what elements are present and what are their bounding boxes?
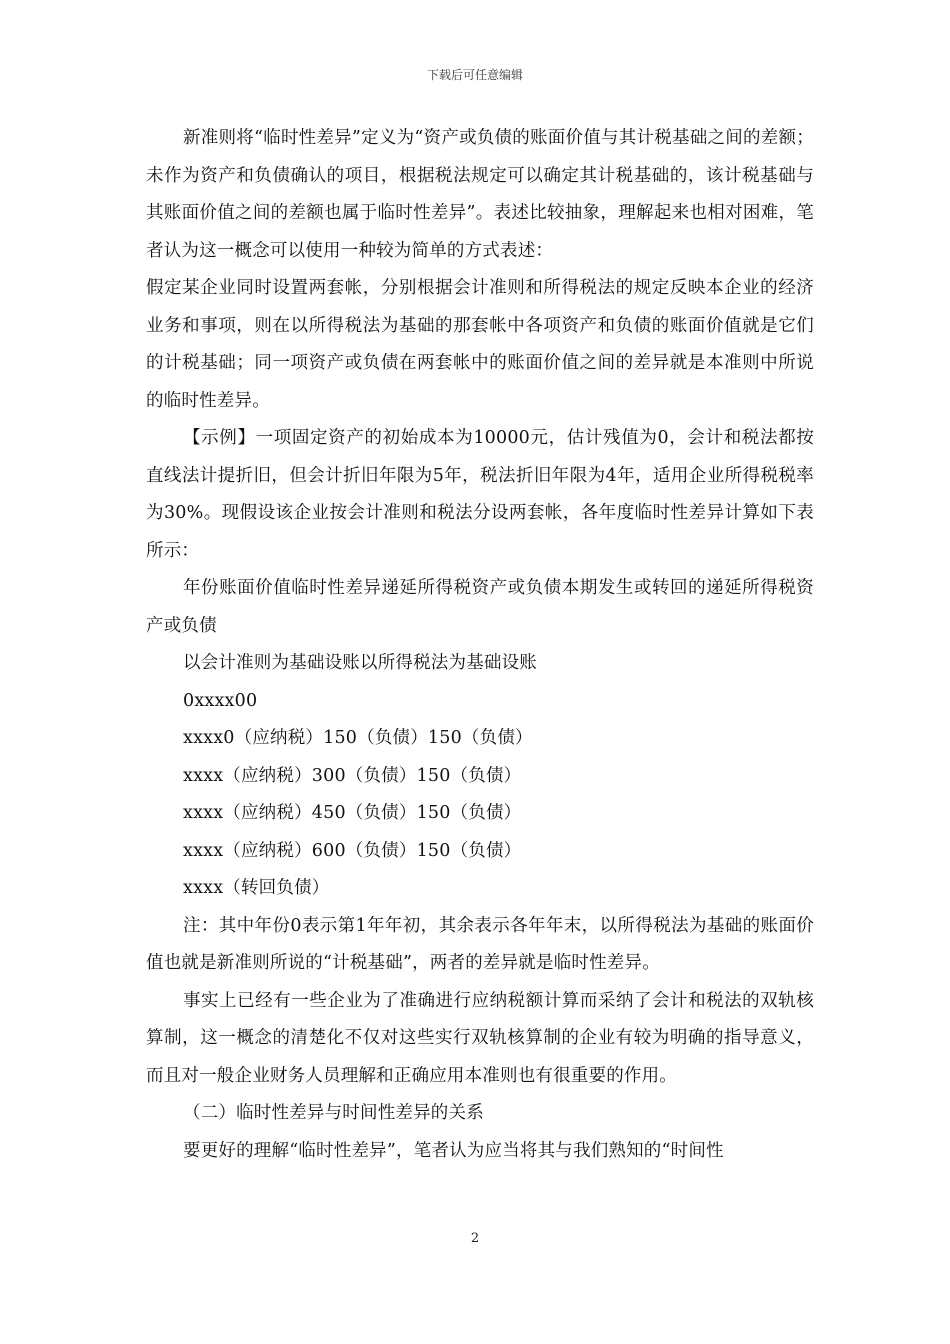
paragraph-note: 注：其中年份0表示第1年年初，其余表示各年年末，以所得税法为基础的账面价值也就是新准则所说的“计税基础”，两者的差异就是临时性差异。 (146, 915, 814, 973)
paragraph-definition: 新准则将“临时性差异”定义为“资产或负债的账面价值与其计税基础之间的差额；未作为资产和负债确认的项目，根据税法规定可以确定其计税基础的，该计税基础与其账面价值之间的差额也属于临时性差异”。表述比较抽象，理解起来也相对困难，笔者认为这一概念可以使用一种较为简单的方式表述： (146, 128, 814, 261)
table-row: xxxx（应纳税）300（负债）150（负债） (183, 765, 522, 786)
table-row: xxxx（应纳税）600（负债）150（负债） (183, 840, 522, 861)
section-heading: （二）临时性差异与时间性差异的关系 (183, 1103, 484, 1123)
table-header-line: 年份账面价值临时性差异递延所得税资产或负债本期发生或转回的递延所得税资产或负债 (146, 578, 814, 636)
document-body (146, 120, 814, 1170)
paragraph-example: 【示例】一项固定资产的初始成本为10000元，估计残值为0，会计和税法都按直线法计提折旧，但会计折旧年限为5年，税法折旧年限为4年，适用企业所得税税率为30%。现假设该企业按会计准则和税法分设两套帐，各年度临时性差异计算如下表所示： (146, 428, 814, 561)
paragraph-practice: 事实上已经有一些企业为了准确进行应纳税额计算而采纳了会计和税法的双轨核算制，这一概念的清楚化不仅对这些实行双轨核算制的企业有较为明确的指导意义，而且对一般企业财务人员理解和正确应用本准则也有很重要的作用。 (146, 990, 814, 1086)
table-row: 0xxxx00 (183, 690, 258, 711)
page-header: 下载后可任意编辑 (426, 68, 523, 82)
table-row: xxxx（应纳税）450（负债）150（负债） (183, 803, 522, 823)
table-row: xxxx0（应纳税）150（负债）150（负债） (183, 728, 533, 748)
paragraph-relationship: 要更好的理解“临时性差异”，笔者认为应当将其与我们熟知的“时间性 (183, 1140, 724, 1161)
table-subheader-line: 以会计准则为基础设账以所得税法为基础设账 (183, 653, 537, 673)
page-number: 2 (470, 1231, 480, 1246)
table-row: xxxx（转回负债） (183, 878, 330, 898)
paragraph-assumption: 假定某企业同时设置两套帐，分别根据会计准则和所得税法的规定反映本企业的经济业务和事项，则在以所得税法为基础的那套帐中各项资产和负债的账面价值就是它们的计税基础；同一项资产或负债在两套帐中的账面价值之间的差异就是本准则中所说的临时性差异。 (146, 278, 814, 411)
